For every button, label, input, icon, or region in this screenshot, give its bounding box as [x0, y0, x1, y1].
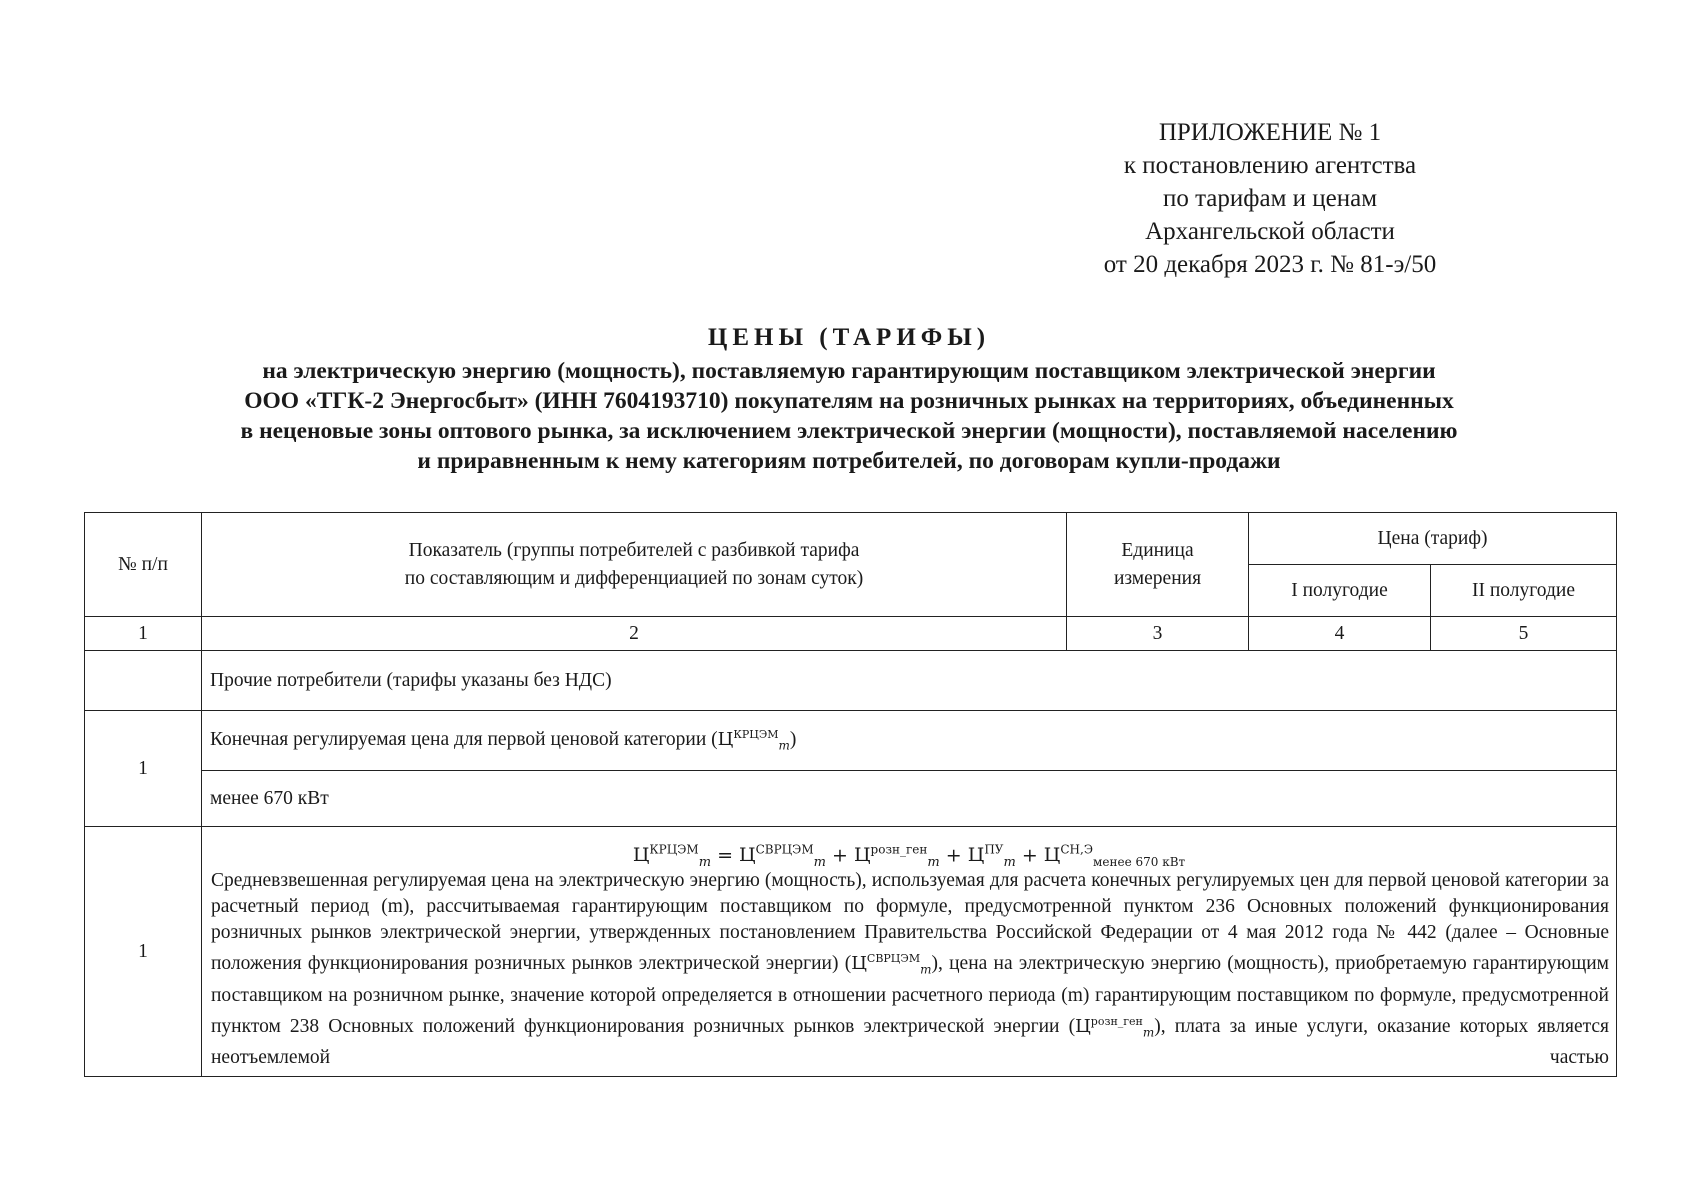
- header-unit: [1067, 513, 1249, 617]
- header-indicator-line: по составляющим и дифференциацией по зонам суток): [404, 567, 864, 589]
- row-num: 1: [85, 711, 202, 827]
- row-less-670: менее 670 кВт: [202, 771, 1617, 827]
- row-final-price-text: Конечная регулируемая цена для первой ценовой категории (: [210, 729, 718, 751]
- header-price: Цена (тариф): [1249, 513, 1617, 565]
- description-text: Средневзвешенная регулируемая цена на электрическую энергию (мощность), используемая для расчета конечных регулируемых цен для первой ценовой категории за расчетный период (m), рассчитываемая гарантирующим поставщиком по формуле, предусмотренной пунктом 236 Основных положений функционирования розничных рынков электрической энергии, утвержденных постановлением Правительства Российской Федерации от 4 мая 2012 года № 442 (далее – Основные положения функционирования розничных рынков электрической энергии) (: [211, 870, 1609, 974]
- row-num-empty: [85, 651, 202, 711]
- symbol-rozn-gen: [1075, 1014, 1155, 1040]
- symbol-sup: КРЦЭМ: [733, 728, 779, 742]
- description-text: ), цена на электрическую энергию (мощность), приобретаемую гарантирующим поставщиком на розничном рынке, значение которой определяется в отношении расчетного периода (m) гарантирующим поставщиком по формуле, предусмотренной пунктом 238 Основных положений функционирования розничных рынков электрической энергии (: [211, 953, 1609, 1037]
- formula-description: [203, 868, 1615, 1075]
- row-final-price-end: ): [789, 729, 797, 751]
- symbol-sub: m: [698, 855, 712, 871]
- symbol-base: Ц: [967, 844, 985, 867]
- approval-line: от 20 декабря 2023 г. № 81-э/50: [1103, 251, 1437, 278]
- formula-op: +: [1021, 844, 1038, 867]
- symbol-base: Ц: [632, 844, 650, 867]
- header-num: № п/п: [85, 513, 202, 617]
- row-num: 1: [85, 827, 202, 1077]
- subtitle-line: в неценовые зоны оптового рынка, за исключением электрической энергии (мощности), поставляемой населению: [240, 418, 1458, 444]
- symbol-sup: ПУ: [984, 843, 1004, 857]
- symbol-base: Ц: [851, 953, 867, 974]
- formula-op: =: [717, 844, 733, 867]
- subtitle-line: на электрическую энергию (мощность), поставляемую гарантирующим поставщиком электрической энергии: [262, 358, 1436, 384]
- symbol-base: Ц: [1043, 844, 1061, 867]
- symbol-sub: менее 670 кВт: [1093, 855, 1186, 870]
- subtitle-line: и приравненным к нему категориям потребителей, по договорам купли-продажи: [417, 448, 1281, 474]
- row-final-price: [202, 711, 1617, 771]
- symbol-sup: розн_ген: [870, 843, 928, 857]
- table-row: [85, 651, 1617, 711]
- header-half2: II полугодие: [1431, 565, 1617, 617]
- formula-term: [853, 843, 940, 871]
- symbol-sup: СВРЦЭМ: [755, 843, 814, 857]
- approval-line: к постановлению агентства: [1123, 152, 1417, 179]
- symbol-sub: m: [778, 738, 790, 753]
- header-unit-line: Единица: [1121, 539, 1194, 561]
- symbol-krtsem: [717, 728, 790, 753]
- document-title-block: [84, 322, 1614, 476]
- approval-line: ПРИЛОЖЕНИЕ № 1: [1158, 119, 1382, 146]
- symbol-sub: m: [920, 962, 932, 977]
- formula-term: [967, 843, 1016, 871]
- column-number: 2: [202, 617, 1067, 651]
- approval-stamp: [1060, 116, 1480, 281]
- column-number: 3: [1067, 617, 1249, 651]
- formula-op: +: [945, 844, 962, 867]
- symbol-base: Ц: [739, 844, 756, 867]
- table-row: [85, 771, 1617, 827]
- column-number: 1: [85, 617, 202, 651]
- symbol-sup: СВРЦЭМ: [866, 952, 921, 965]
- approval-line: по тарифам и ценам: [1162, 185, 1378, 212]
- column-number: 5: [1431, 617, 1617, 651]
- table-row: [85, 711, 1617, 771]
- column-number-row: [85, 617, 1617, 651]
- price-formula: [203, 832, 1615, 871]
- header-unit-line: измерения: [1113, 567, 1202, 589]
- symbol-base: Ц: [717, 729, 734, 751]
- row-formula-cell: [202, 827, 1617, 1077]
- symbol-sub: m: [1003, 855, 1016, 871]
- table-header-row: [85, 513, 1617, 565]
- formula-op: +: [832, 844, 848, 867]
- header-half1: I полугодие: [1249, 565, 1431, 617]
- table-row: [85, 827, 1617, 1077]
- symbol-svrtsem: [851, 952, 932, 977]
- symbol-sup: СН,Э: [1060, 843, 1094, 857]
- symbol-base: Ц: [1075, 1015, 1091, 1037]
- symbol-sup: КРЦЭМ: [649, 843, 699, 857]
- symbol-base: Ц: [853, 844, 871, 867]
- symbol-sub: m: [1142, 1025, 1155, 1040]
- symbol-sup: розн_ген: [1090, 1014, 1143, 1028]
- header-indicator-line: Показатель (группы потребителей с разбивкой тарифа: [408, 539, 860, 561]
- column-number: 4: [1249, 617, 1431, 651]
- symbol-sub: m: [927, 855, 940, 871]
- symbol-sub: m: [813, 855, 826, 871]
- approval-line: Архангельской области: [1145, 218, 1395, 245]
- tariff-table: [84, 512, 1617, 1077]
- description-text: ), плата за иные услуги, оказание которых является неотъемлемой частью: [211, 1015, 1609, 1069]
- formula-term: [739, 843, 826, 871]
- row-other-consumers: Прочие потребители (тарифы указаны без НДС): [202, 651, 1617, 711]
- formula-term: [632, 843, 712, 871]
- formula-term: [1043, 843, 1186, 870]
- document-title: ЦЕНЫ (ТАРИФЫ): [707, 324, 991, 351]
- header-indicator: [202, 513, 1067, 617]
- subtitle-line: ООО «ТГК-2 Энергосбыт» (ИНН 7604193710) покупателям на розничных рынках на территориях, объединенных: [244, 388, 1454, 414]
